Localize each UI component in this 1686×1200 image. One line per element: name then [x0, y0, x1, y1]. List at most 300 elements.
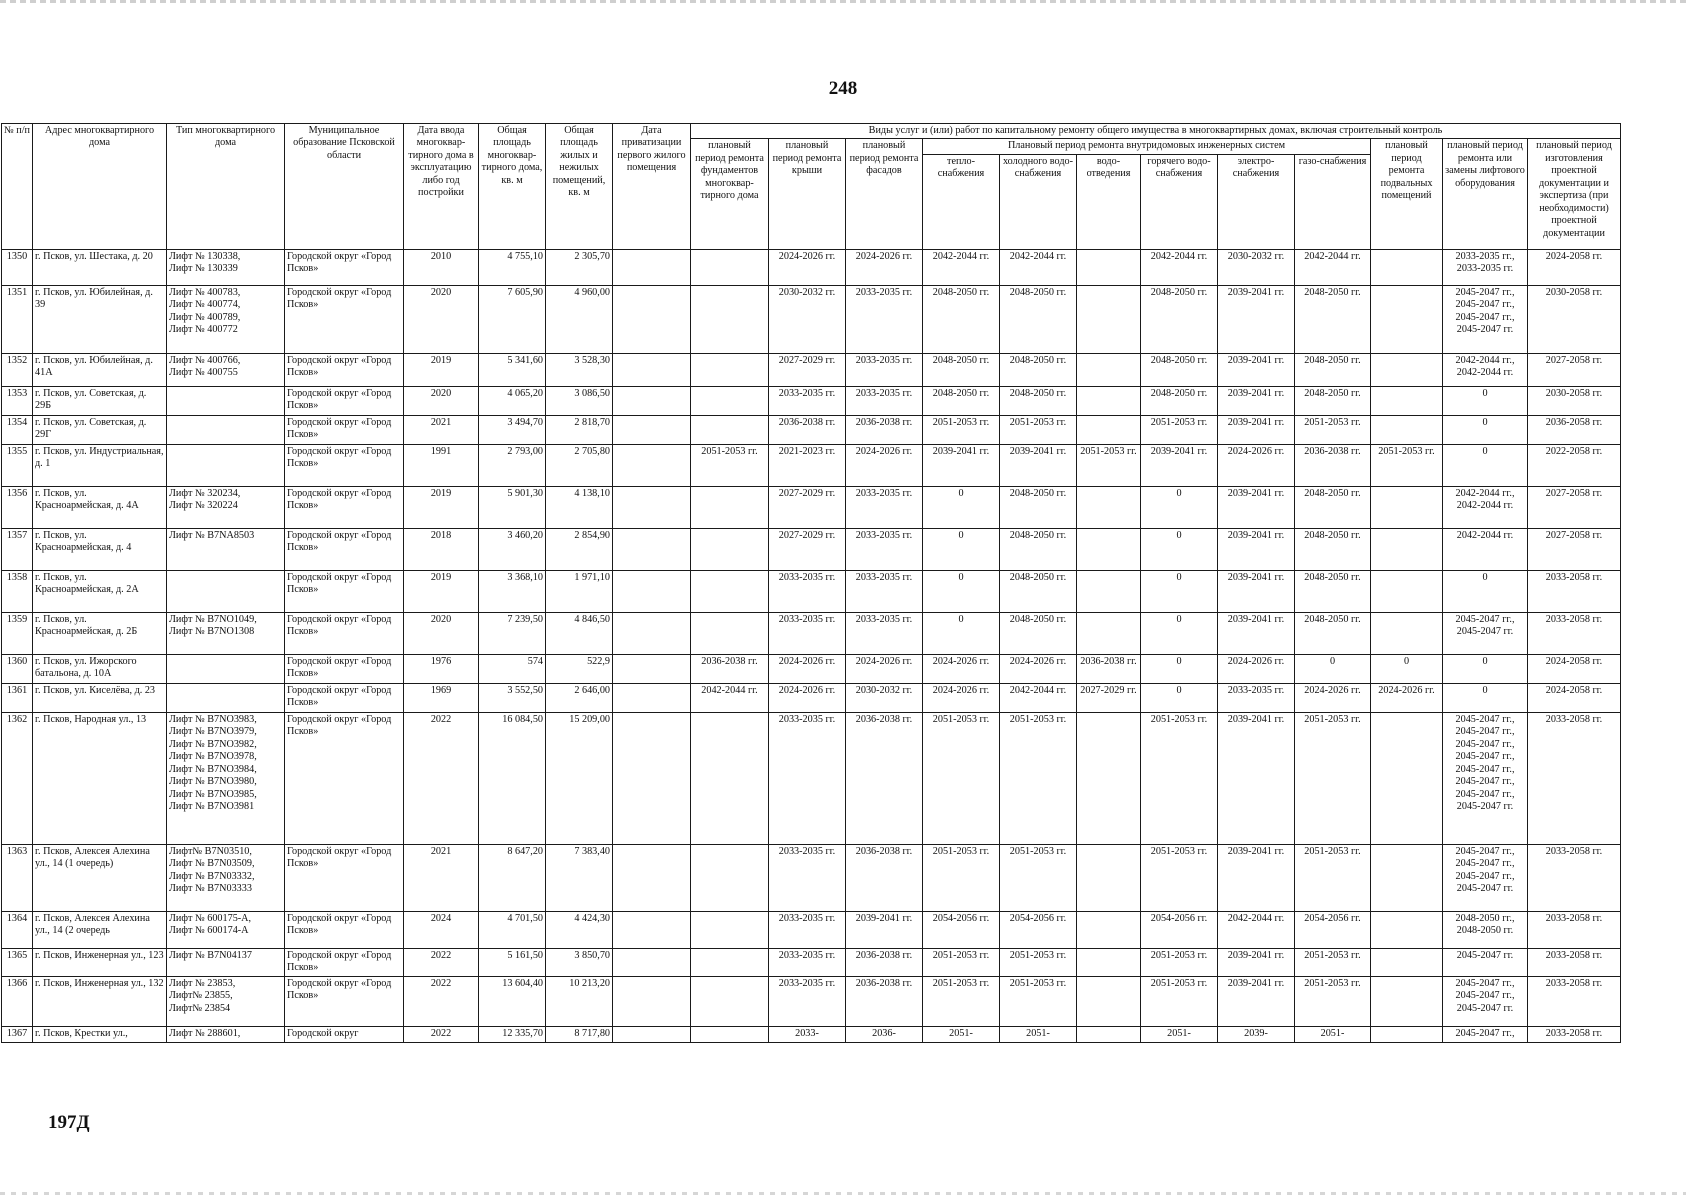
- row-elevator: [1443, 1026, 1528, 1042]
- row-address: г. Псков, ул. Юбилейная, д. 39: [33, 285, 167, 353]
- row-documentation: 2033-2058 гг.: [1528, 1026, 1621, 1042]
- row-basement: [1371, 486, 1443, 528]
- row-address: г. Псков, ул. Красноармейская, д. 4А: [33, 486, 167, 528]
- table-row: [2, 444, 1621, 486]
- row-lifts-line: Лифт№ 23854: [169, 1002, 231, 1014]
- table-row: [2, 415, 1621, 444]
- row-total-area: 3 494,70: [479, 415, 546, 444]
- row-electric: 2039-2041 гг.: [1218, 353, 1295, 386]
- row-year: 2019: [404, 570, 479, 612]
- header-col-privatization: Дата приватизации первого жилого помещения: [613, 124, 691, 250]
- row-documentation: 2033-2058 гг.: [1528, 844, 1621, 911]
- row-elevator-line: 2045-2047 гг.,: [1455, 286, 1515, 298]
- row-living-area: 2 305,70: [546, 249, 613, 285]
- row-lifts: [167, 285, 285, 353]
- row-total-area: 574: [479, 654, 546, 683]
- row-elevator-line: 2042-2044 гг.,: [1455, 487, 1515, 499]
- row-foundation: [691, 386, 769, 415]
- row-basement: 2024-2026 гг.: [1371, 683, 1443, 712]
- header-col-total-area: Общая площадь многоквар-тирного дома, кв. м: [479, 124, 546, 250]
- row-heat: 2048-2050 гг.: [923, 353, 1000, 386]
- row-elevator-line: 2042-2044 гг.: [1456, 367, 1514, 379]
- row-year: 2021: [404, 415, 479, 444]
- row-hot-water: 0: [1141, 683, 1218, 712]
- row-electric: 2024-2026 гг.: [1218, 444, 1295, 486]
- row-gas: 2048-2050 гг.: [1295, 386, 1371, 415]
- row-living-area: 2 854,90: [546, 528, 613, 570]
- row-cold-water: 2048-2050 гг.: [1000, 570, 1077, 612]
- page-number: 248: [828, 78, 858, 99]
- row-living-area: 522,9: [546, 654, 613, 683]
- header-group-works: Виды услуг и (или) работ по капитальному ремонту общего имущества в многоквартирных домах, включая строительный контроль: [691, 124, 1621, 139]
- row-lifts-line: Лифт № 400774,: [169, 299, 241, 311]
- row-roof: 2030-2032 гг.: [769, 285, 846, 353]
- row-municipality: Городской округ «Город Псков»: [285, 911, 404, 948]
- row-cold-water: 2051-: [1000, 1026, 1077, 1042]
- row-elevator-line: 2045-2047 гг.: [1456, 883, 1514, 895]
- row-year: 1969: [404, 683, 479, 712]
- row-sewer: [1077, 249, 1141, 285]
- row-lifts-line: Лифт № 400789,: [169, 311, 241, 323]
- capital-repair-register-table: [1, 123, 1621, 1043]
- row-lifts: [167, 386, 285, 415]
- row-elevator-line: 0: [1482, 684, 1488, 696]
- row-number: 1359: [2, 612, 33, 654]
- row-foundation: [691, 415, 769, 444]
- row-foundation: [691, 285, 769, 353]
- row-municipality: Городской округ «Город Псков»: [285, 528, 404, 570]
- row-basement: [1371, 712, 1443, 844]
- row-lifts-line: Лифт № B7NO3985,: [169, 788, 257, 800]
- row-sewer: [1077, 528, 1141, 570]
- row-year: 2020: [404, 386, 479, 415]
- row-elevator-line: 2045-2047 гг.: [1456, 324, 1514, 336]
- row-foundation: [691, 528, 769, 570]
- row-facade: 2036-2038 гг.: [846, 948, 923, 976]
- row-heat: 2051-2053 гг.: [923, 415, 1000, 444]
- row-gas: 2051-: [1295, 1026, 1371, 1042]
- row-number: 1356: [2, 486, 33, 528]
- row-lifts-line: Лифт № B7NO1308: [169, 626, 255, 638]
- row-foundation: [691, 570, 769, 612]
- row-lifts-line: Лифт № 288601,: [169, 1027, 241, 1039]
- row-privatization: [613, 444, 691, 486]
- row-gas: 2051-2053 гг.: [1295, 844, 1371, 911]
- row-gas: 2051-2053 гг.: [1295, 712, 1371, 844]
- table-row: [2, 386, 1621, 415]
- table-row: [2, 570, 1621, 612]
- row-electric: 2039-: [1218, 1026, 1295, 1042]
- row-heat: 0: [923, 612, 1000, 654]
- row-living-area: 3 850,70: [546, 948, 613, 976]
- row-year: 1976: [404, 654, 479, 683]
- row-basement: [1371, 386, 1443, 415]
- row-documentation: 2022-2058 гг.: [1528, 444, 1621, 486]
- row-basement: 0: [1371, 654, 1443, 683]
- header-col-address: Адрес многоквартирного дома: [33, 124, 167, 250]
- row-facade: 2024-2026 гг.: [846, 654, 923, 683]
- row-living-area: 15 209,00: [546, 712, 613, 844]
- row-number: 1366: [2, 976, 33, 1026]
- row-roof: 2033-2035 гг.: [769, 948, 846, 976]
- row-elevator: [1443, 353, 1528, 386]
- row-cold-water: 2048-2050 гг.: [1000, 353, 1077, 386]
- row-total-area: 12 335,70: [479, 1026, 546, 1042]
- row-privatization: [613, 386, 691, 415]
- row-elevator-line: 2045-2047 гг.: [1456, 949, 1514, 961]
- table-row: [2, 285, 1621, 353]
- row-gas: 2048-2050 гг.: [1295, 486, 1371, 528]
- row-year: 1991: [404, 444, 479, 486]
- row-heat: 2048-2050 гг.: [923, 386, 1000, 415]
- row-hot-water: 2039-2041 гг.: [1141, 444, 1218, 486]
- row-cold-water: 2042-2044 гг.: [1000, 249, 1077, 285]
- row-privatization: [613, 712, 691, 844]
- row-roof: 2027-2029 гг.: [769, 353, 846, 386]
- row-lifts-line: Лифт № B7N03509,: [169, 858, 255, 870]
- row-sewer: 2036-2038 гг.: [1077, 654, 1141, 683]
- row-cold-water: 2051-2053 гг.: [1000, 415, 1077, 444]
- row-sewer: [1077, 612, 1141, 654]
- row-facade: 2033-2035 гг.: [846, 612, 923, 654]
- row-address: г. Псков, ул. Советская, д. 29Г: [33, 415, 167, 444]
- row-sewer: [1077, 386, 1141, 415]
- row-elevator-line: 2045-2047 гг.,: [1455, 726, 1515, 738]
- header-col-sewer: водо-отведения: [1077, 154, 1141, 249]
- row-number: 1367: [2, 1026, 33, 1042]
- header-col-hot-water: горячего водо-снабжения: [1141, 154, 1218, 249]
- row-sewer: [1077, 948, 1141, 976]
- row-lifts-line: Лифт № B7NO3980,: [169, 776, 257, 788]
- row-roof: 2033-2035 гг.: [769, 386, 846, 415]
- row-documentation: 2033-2058 гг.: [1528, 911, 1621, 948]
- header-col-electric: электро-снабжения: [1218, 154, 1295, 249]
- row-address: г. Псков, Алексея Алехина ул., 14 (1 очередь): [33, 844, 167, 911]
- row-total-area: 3 368,10: [479, 570, 546, 612]
- row-facade: 2033-2035 гг.: [846, 386, 923, 415]
- row-elevator-line: 0: [1482, 445, 1488, 457]
- row-facade: 2036-: [846, 1026, 923, 1042]
- row-cold-water: 2024-2026 гг.: [1000, 654, 1077, 683]
- row-gas: 0: [1295, 654, 1371, 683]
- row-elevator-line: 2033-2035 гг.: [1456, 263, 1514, 275]
- row-address: г. Псков, Крестки ул.,: [33, 1026, 167, 1042]
- row-hot-water: 2048-2050 гг.: [1141, 353, 1218, 386]
- row-year: 2021: [404, 844, 479, 911]
- row-hot-water: 2042-2044 гг.: [1141, 249, 1218, 285]
- row-gas: 2051-2053 гг.: [1295, 976, 1371, 1026]
- row-gas: 2054-2056 гг.: [1295, 911, 1371, 948]
- row-elevator-line: 2045-2047 гг.,: [1455, 858, 1515, 870]
- header-col-type: Тип многоквартирного дома: [167, 124, 285, 250]
- row-privatization: [613, 249, 691, 285]
- row-roof: 2027-2029 гг.: [769, 528, 846, 570]
- row-living-area: 4 424,30: [546, 911, 613, 948]
- row-roof: 2033-2035 гг.: [769, 570, 846, 612]
- row-lifts-line: Лифт № 400766,: [169, 354, 241, 366]
- table-row: [2, 712, 1621, 844]
- row-facade: 2033-2035 гг.: [846, 528, 923, 570]
- row-sewer: [1077, 976, 1141, 1026]
- row-electric: 2039-2041 гг.: [1218, 486, 1295, 528]
- row-elevator-line: 2045-2047 гг.,: [1455, 1027, 1515, 1039]
- row-living-area: 1 971,10: [546, 570, 613, 612]
- row-basement: [1371, 948, 1443, 976]
- row-documentation: 2024-2058 гг.: [1528, 249, 1621, 285]
- table-row: [2, 1026, 1621, 1042]
- row-sewer: [1077, 285, 1141, 353]
- row-basement: [1371, 911, 1443, 948]
- row-heat: 0: [923, 486, 1000, 528]
- row-living-area: 4 138,10: [546, 486, 613, 528]
- row-basement: [1371, 976, 1443, 1026]
- row-living-area: 3 528,30: [546, 353, 613, 386]
- row-facade: 2024-2026 гг.: [846, 444, 923, 486]
- row-lifts-line: Лифт № 320224: [169, 500, 238, 512]
- row-living-area: 2 646,00: [546, 683, 613, 712]
- row-municipality: Городской округ «Город Псков»: [285, 249, 404, 285]
- row-number: 1352: [2, 353, 33, 386]
- row-total-area: 13 604,40: [479, 976, 546, 1026]
- row-documentation: 2033-2058 гг.: [1528, 570, 1621, 612]
- row-hot-water: 2051-2053 гг.: [1141, 976, 1218, 1026]
- row-year: 2022: [404, 976, 479, 1026]
- row-cold-water: 2048-2050 гг.: [1000, 386, 1077, 415]
- row-lifts-line: Лифт№ 23855,: [169, 990, 233, 1002]
- row-privatization: [613, 415, 691, 444]
- row-elevator-line: 2045-2047 гг.,: [1455, 751, 1515, 763]
- row-electric: 2039-2041 гг.: [1218, 712, 1295, 844]
- row-gas: 2036-2038 гг.: [1295, 444, 1371, 486]
- row-documentation: 2027-2058 гг.: [1528, 528, 1621, 570]
- header-col-basement: плановый период ремонта подвальных помещений: [1371, 139, 1443, 249]
- row-roof: 2033-2035 гг.: [769, 712, 846, 844]
- row-electric: 2039-2041 гг.: [1218, 948, 1295, 976]
- row-total-area: 4 065,20: [479, 386, 546, 415]
- row-lifts-line: Лифт № 400772: [169, 324, 238, 336]
- row-lifts-line: Лифт № B7NO3984,: [169, 763, 257, 775]
- footer-code: 197Д: [48, 1112, 90, 1133]
- row-year: 2020: [404, 612, 479, 654]
- row-lifts: [167, 712, 285, 844]
- table-row: [2, 683, 1621, 712]
- row-lifts: [167, 528, 285, 570]
- row-lifts-line: Лифт № 130339: [169, 263, 238, 275]
- row-facade: 2036-2038 гг.: [846, 976, 923, 1026]
- row-elevator-line: 2045-2047 гг.,: [1455, 299, 1515, 311]
- row-elevator-line: 0: [1482, 571, 1488, 583]
- row-lifts: [167, 570, 285, 612]
- row-roof: 2024-2026 гг.: [769, 249, 846, 285]
- row-number: 1350: [2, 249, 33, 285]
- row-number: 1358: [2, 570, 33, 612]
- row-year: 2024: [404, 911, 479, 948]
- row-number: 1360: [2, 654, 33, 683]
- row-gas: 2024-2026 гг.: [1295, 683, 1371, 712]
- row-year: 2019: [404, 486, 479, 528]
- row-lifts: [167, 683, 285, 712]
- row-year: 2020: [404, 285, 479, 353]
- row-hot-water: 2048-2050 гг.: [1141, 386, 1218, 415]
- row-elevator-line: 2042-2044 гг.: [1456, 529, 1514, 541]
- row-elevator: [1443, 285, 1528, 353]
- row-hot-water: 2051-2053 гг.: [1141, 948, 1218, 976]
- row-municipality: Городской округ «Город Псков»: [285, 444, 404, 486]
- row-address: г. Псков, ул. Красноармейская, д. 4: [33, 528, 167, 570]
- row-cold-water: 2051-2053 гг.: [1000, 976, 1077, 1026]
- row-lifts-line: Лифт № B7NO3981: [169, 800, 255, 812]
- row-documentation: 2030-2058 гг.: [1528, 285, 1621, 353]
- row-privatization: [613, 844, 691, 911]
- row-total-area: 4 755,10: [479, 249, 546, 285]
- row-elevator: [1443, 415, 1528, 444]
- row-lifts-line: Лифт№ B7N03510,: [169, 845, 252, 857]
- row-living-area: 8 717,80: [546, 1026, 613, 1042]
- row-elevator-line: 2048-2050 гг.,: [1455, 912, 1515, 924]
- row-roof: 2024-2026 гг.: [769, 683, 846, 712]
- row-hot-water: 2051-: [1141, 1026, 1218, 1042]
- row-privatization: [613, 976, 691, 1026]
- row-address: г. Псков, ул. Киселёва, д. 23: [33, 683, 167, 712]
- row-elevator: [1443, 976, 1528, 1026]
- row-documentation: 2033-2058 гг.: [1528, 976, 1621, 1026]
- row-number: 1353: [2, 386, 33, 415]
- row-municipality: Городской округ «Город Псков»: [285, 386, 404, 415]
- row-elevator: [1443, 570, 1528, 612]
- row-heat: 2039-2041 гг.: [923, 444, 1000, 486]
- row-heat: 2051-: [923, 1026, 1000, 1042]
- row-privatization: [613, 654, 691, 683]
- row-year: 2018: [404, 528, 479, 570]
- row-roof: 2033-2035 гг.: [769, 976, 846, 1026]
- row-roof: 2027-2029 гг.: [769, 486, 846, 528]
- row-municipality: Городской округ «Город Псков»: [285, 486, 404, 528]
- row-heat: 2051-2053 гг.: [923, 948, 1000, 976]
- row-foundation: [691, 844, 769, 911]
- row-number: 1364: [2, 911, 33, 948]
- row-municipality: Городской округ: [285, 1026, 404, 1042]
- row-elevator-line: 2042-2044 гг.,: [1455, 354, 1515, 366]
- table-row: [2, 911, 1621, 948]
- row-hot-water: 2054-2056 гг.: [1141, 911, 1218, 948]
- row-elevator: [1443, 654, 1528, 683]
- row-basement: [1371, 844, 1443, 911]
- row-foundation: [691, 1026, 769, 1042]
- register-body: [2, 249, 1621, 1042]
- row-hot-water: 0: [1141, 570, 1218, 612]
- row-total-area: 8 647,20: [479, 844, 546, 911]
- row-roof: 2033-: [769, 1026, 846, 1042]
- row-roof: 2033-2035 гг.: [769, 911, 846, 948]
- row-heat: 2054-2056 гг.: [923, 911, 1000, 948]
- table-row: [2, 528, 1621, 570]
- row-documentation: 2033-2058 гг.: [1528, 948, 1621, 976]
- row-foundation: [691, 486, 769, 528]
- row-elevator: [1443, 486, 1528, 528]
- row-elevator: [1443, 249, 1528, 285]
- table-row: [2, 486, 1621, 528]
- row-gas: 2048-2050 гг.: [1295, 528, 1371, 570]
- row-address: г. Псков, ул. Шестака, д. 20: [33, 249, 167, 285]
- row-municipality: Городской округ «Город Псков»: [285, 654, 404, 683]
- row-facade: 2033-2035 гг.: [846, 353, 923, 386]
- row-elevator-line: 2045-2047 гг.,: [1455, 776, 1515, 788]
- row-heat: 2042-2044 гг.: [923, 249, 1000, 285]
- scan-edge-top: [0, 0, 1686, 3]
- row-facade: 2024-2026 гг.: [846, 249, 923, 285]
- row-lifts-line: Лифт № B7NO3983,: [169, 713, 257, 725]
- row-elevator-line: 2045-2047 гг.,: [1455, 738, 1515, 750]
- row-living-area: 2 818,70: [546, 415, 613, 444]
- row-lifts: [167, 415, 285, 444]
- row-total-area: 3 552,50: [479, 683, 546, 712]
- row-elevator-line: 2045-2047 гг.: [1456, 1002, 1514, 1014]
- row-elevator: [1443, 612, 1528, 654]
- row-electric: 2039-2041 гг.: [1218, 285, 1295, 353]
- row-total-area: 7 239,50: [479, 612, 546, 654]
- row-municipality: Городской округ «Город Псков»: [285, 948, 404, 976]
- row-year: 2022: [404, 712, 479, 844]
- row-elevator-line: 2045-2047 гг.,: [1455, 763, 1515, 775]
- row-elevator: [1443, 712, 1528, 844]
- row-hot-water: 0: [1141, 654, 1218, 683]
- row-facade: 2030-2032 гг.: [846, 683, 923, 712]
- row-electric: 2033-2035 гг.: [1218, 683, 1295, 712]
- row-facade: 2036-2038 гг.: [846, 844, 923, 911]
- row-sewer: [1077, 353, 1141, 386]
- header-col-living-area: Общая площадь жилых и нежилых помещений, кв. м: [546, 124, 613, 250]
- header-col-num: № п/п: [2, 124, 33, 250]
- row-heat: 2024-2026 гг.: [923, 654, 1000, 683]
- row-elevator-line: 2045-2047 гг.,: [1455, 870, 1515, 882]
- row-foundation: 2042-2044 гг.: [691, 683, 769, 712]
- row-living-area: 4 960,00: [546, 285, 613, 353]
- row-privatization: [613, 948, 691, 976]
- row-year: 2022: [404, 1026, 479, 1042]
- row-lifts-line: Лифт № B7NO3982,: [169, 738, 257, 750]
- row-foundation: [691, 976, 769, 1026]
- row-number: 1354: [2, 415, 33, 444]
- row-lifts-line: Лифт № B7N03333: [169, 883, 252, 895]
- table-row: [2, 249, 1621, 285]
- row-gas: 2051-2053 гг.: [1295, 415, 1371, 444]
- row-address: г. Псков, ул. Индустриальная, д. 1: [33, 444, 167, 486]
- row-lifts-line: Лифт № B7NO3978,: [169, 751, 257, 763]
- row-heat: 2051-2053 гг.: [923, 712, 1000, 844]
- row-lifts: [167, 654, 285, 683]
- row-lifts-line: Лифт № B7NO3979,: [169, 726, 257, 738]
- header-col-foundation: плановый период ремонта фундаментов многоквар-тирного дома: [691, 139, 769, 249]
- row-sewer: [1077, 712, 1141, 844]
- row-foundation: [691, 948, 769, 976]
- row-lifts: [167, 444, 285, 486]
- row-privatization: [613, 285, 691, 353]
- row-elevator-line: 2045-2047 гг.,: [1455, 713, 1515, 725]
- row-municipality: Городской округ «Город Псков»: [285, 712, 404, 844]
- row-lifts-line: Лифт № B7N03332,: [169, 870, 255, 882]
- row-documentation: 2033-2058 гг.: [1528, 712, 1621, 844]
- header-col-roof: плановый период ремонта крыши: [769, 139, 846, 249]
- row-number: 1362: [2, 712, 33, 844]
- row-cold-water: 2039-2041 гг.: [1000, 444, 1077, 486]
- row-electric: 2039-2041 гг.: [1218, 612, 1295, 654]
- row-elevator-line: 2033-2035 гг.,: [1455, 250, 1515, 262]
- row-electric: 2042-2044 гг.: [1218, 911, 1295, 948]
- row-sewer: [1077, 911, 1141, 948]
- row-roof: 2033-2035 гг.: [769, 844, 846, 911]
- row-roof: 2021-2023 гг.: [769, 444, 846, 486]
- row-elevator: [1443, 444, 1528, 486]
